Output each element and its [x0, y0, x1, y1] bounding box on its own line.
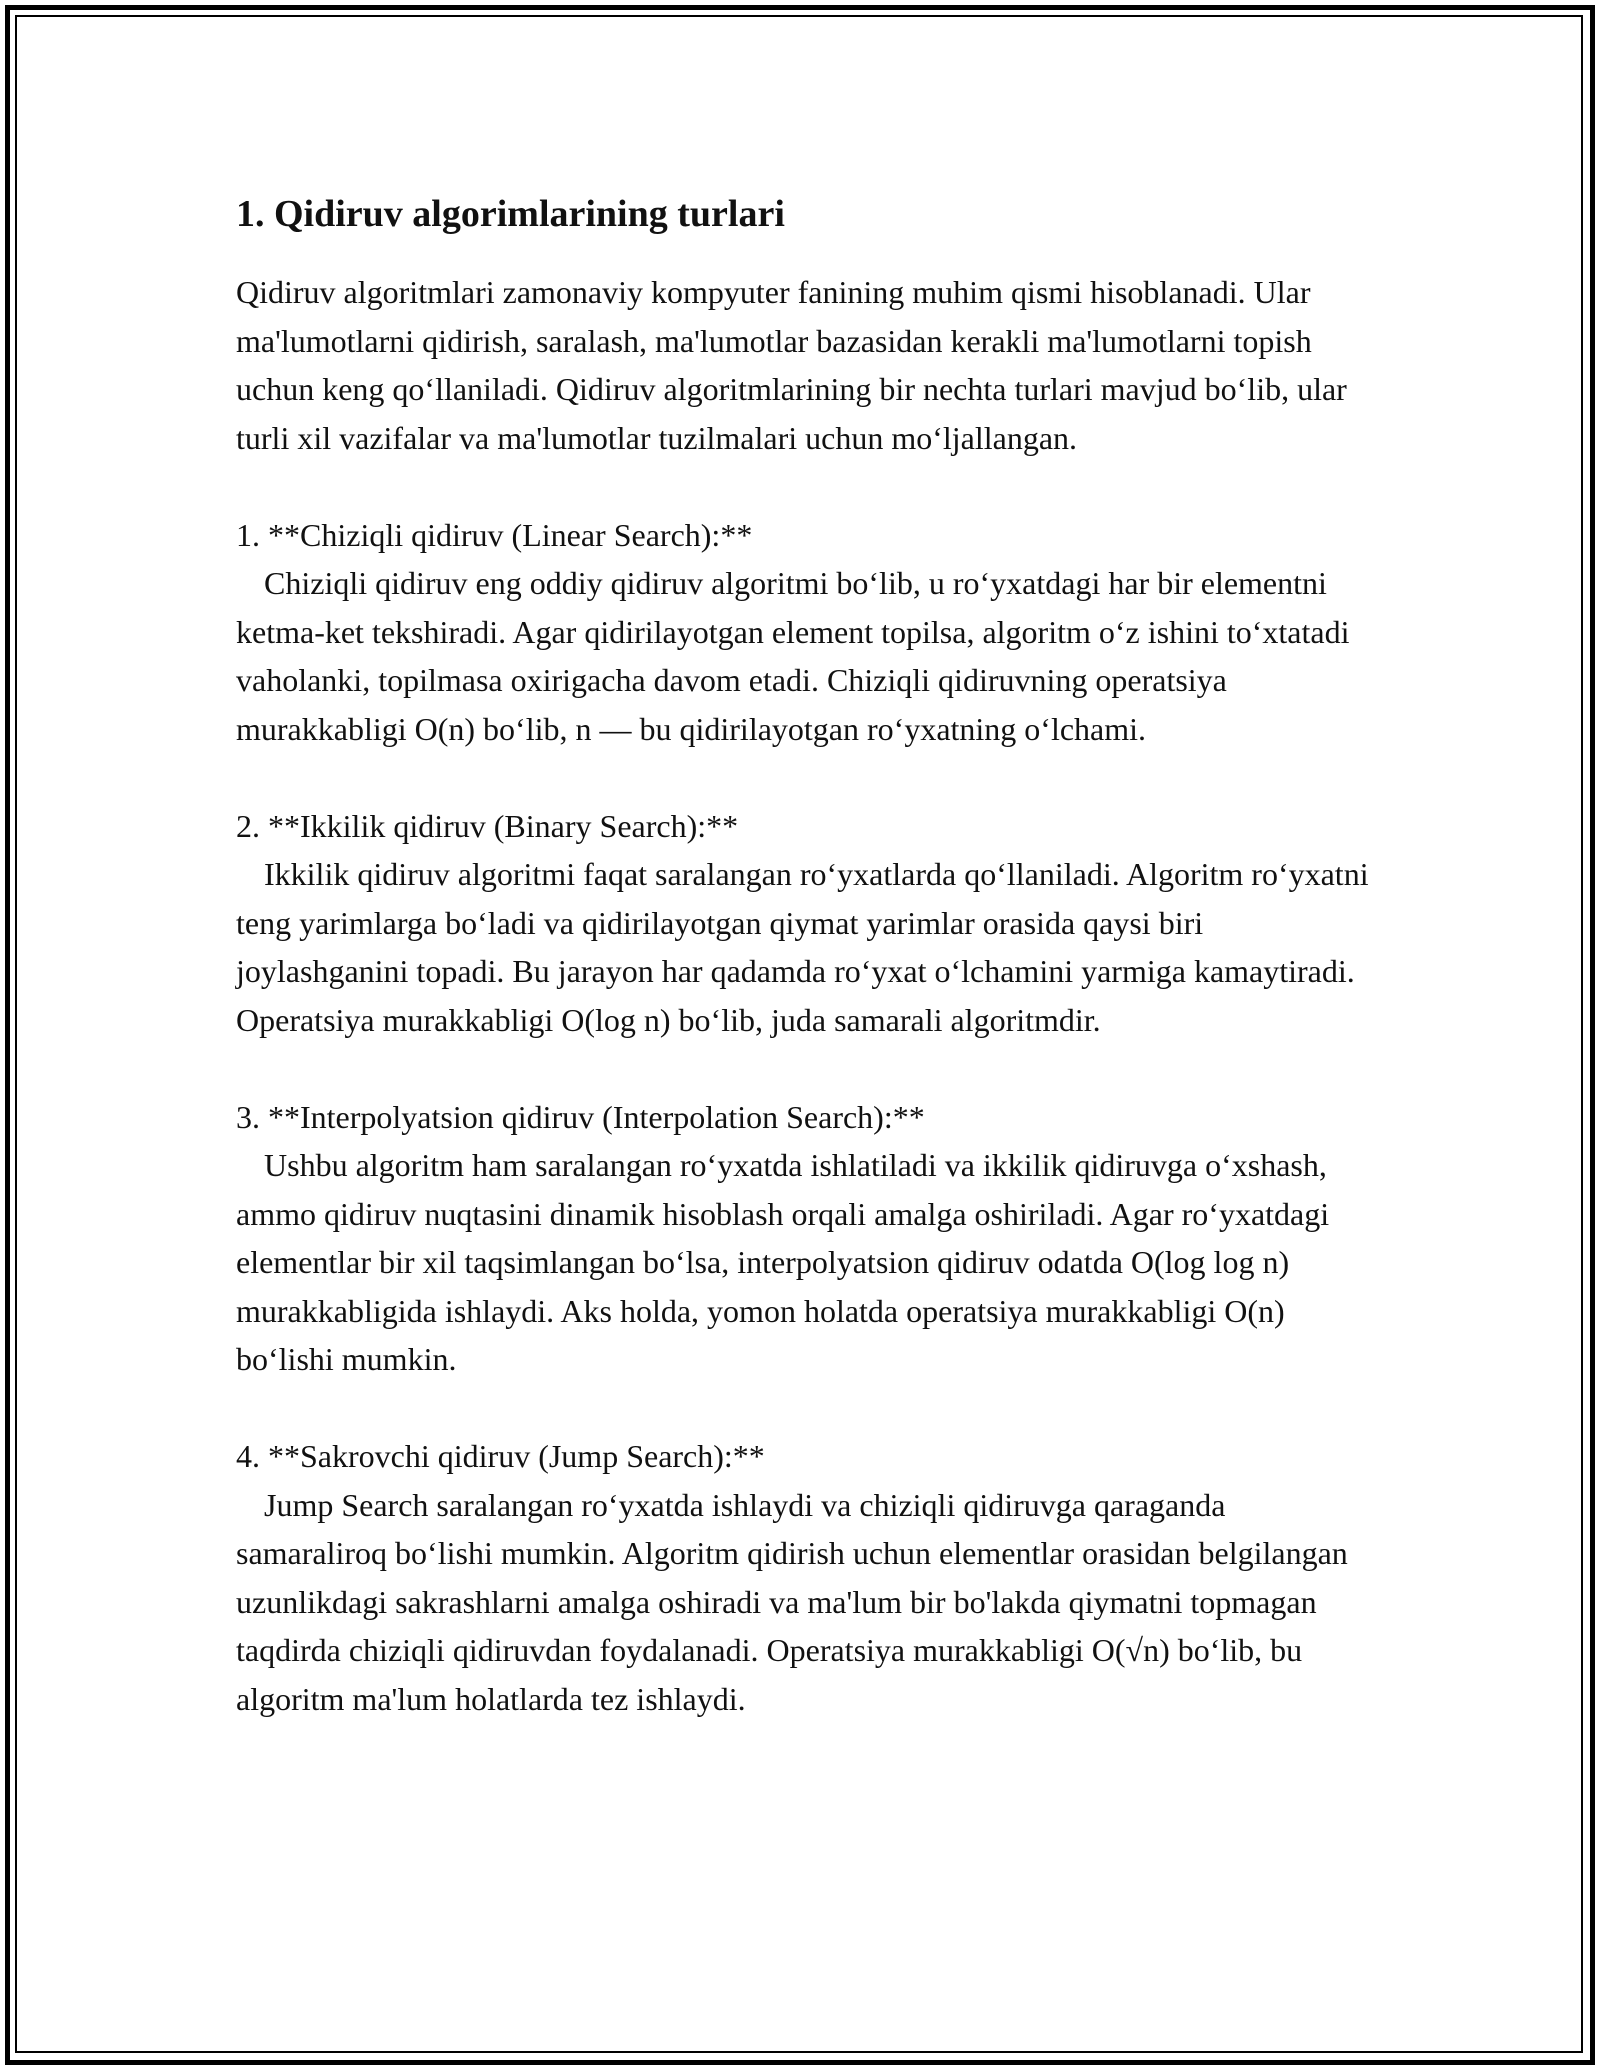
section-title: 4. **Sakrovchi qidiruv (Jump Search):** [236, 1438, 765, 1474]
section-interpolation-search [236, 1093, 1376, 1384]
section-linear-search [236, 511, 1376, 754]
page-title: 1. Qidiruv algorimlarining turlari [236, 193, 785, 235]
section-title: 1. **Chiziqli qidiruv (Linear Search):** [236, 516, 753, 553]
section-body: Ikkilik qidiruv algoritmi faqat saralangan ro‘yxatlarda qo‘llaniladi. Algoritm ro‘yxatni teng yarimlarga bo‘ladi va qidirilayotgan qiymat yarimlar orasida qaysi biri joylashganini topadi. Bu jarayon har qadamda ro‘yxat o‘lchamini yarmiga kamaytiradi. Operatsiya murakkabligi O(log n) bo‘lib, juda samarali algoritmdir. [236, 856, 1369, 1038]
section-title: 3. **Interpolyatsion qidiruv (Interpolation Search):** [236, 1098, 925, 1135]
section-binary-search [236, 802, 1376, 1045]
section-body: Ushbu algoritm ham saralangan ro‘yxatda ishlatiladi va ikkilik qidiruvga o‘xshash, ammo qidiruv nuqtasini dinamik hisoblash orqali amalga oshiriladi. Agar ro‘yxatdagi elementlar bir xil taqsimlangan bo‘lsa, interpolyatsion qidiruv odatda O(log log n) murakkabligida ishlaydi. Aks holda, yomon holatda operatsiya murakkabligi O(n) bo‘lishi mumkin. [236, 1147, 1330, 1377]
section-jump-search [236, 1432, 1376, 1723]
intro-paragraph: Qidiruv algoritmlari zamonaviy kompyuter fanining muhim qismi hisoblanadi. Ular ma'lumotlarni qidirish, saralash, ma'lumotlar bazasidan kerakli ma'lumotlarni topish uchun keng qo‘llaniladi. Qidiruv algoritmlarining bir nechta turlari mavjud bo‘lib, ular turli xil vazifalar va ma'lumotlar tuzilmalari uchun mo‘ljallangan. [236, 274, 1347, 456]
document-content [236, 186, 1376, 1723]
section-body: Chiziqli qidiruv eng oddiy qidiruv algoritmi bo‘lib, u ro‘yxatdagi har bir elementni ketma-ket tekshiradi. Agar qidirilayotgan element topilsa, algoritm o‘z ishini to‘xtatadi vaholanki, topilmasa oxirigacha davom etadi. Chiziqli qidiruvning operatsiya murakkabligi O(n) bo‘lib, n — bu qidirilayotgan ro‘yxatning o‘lchami. [236, 565, 1350, 747]
section-title: 2. **Ikkilik qidiruv (Binary Search):** [236, 807, 739, 844]
section-body: Jump Search saralangan ro‘yxatda ishlaydi va chiziqli qidiruvga qaraganda samaraliroq bo‘lishi mumkin. Algoritm qidirish uchun elementlar orasidan belgilangan uzunlikdagi sakrashlarni amalga oshiradi va ma'lum bir bo'lakda qiymatni topmagan taqdirda chiziqli qidiruvdan foydalanadi. Operatsiya murakkabligi O(√n) bo‘lib, bu algoritm ma'lum holatlarda tez ishlaydi. [236, 1486, 1348, 1717]
